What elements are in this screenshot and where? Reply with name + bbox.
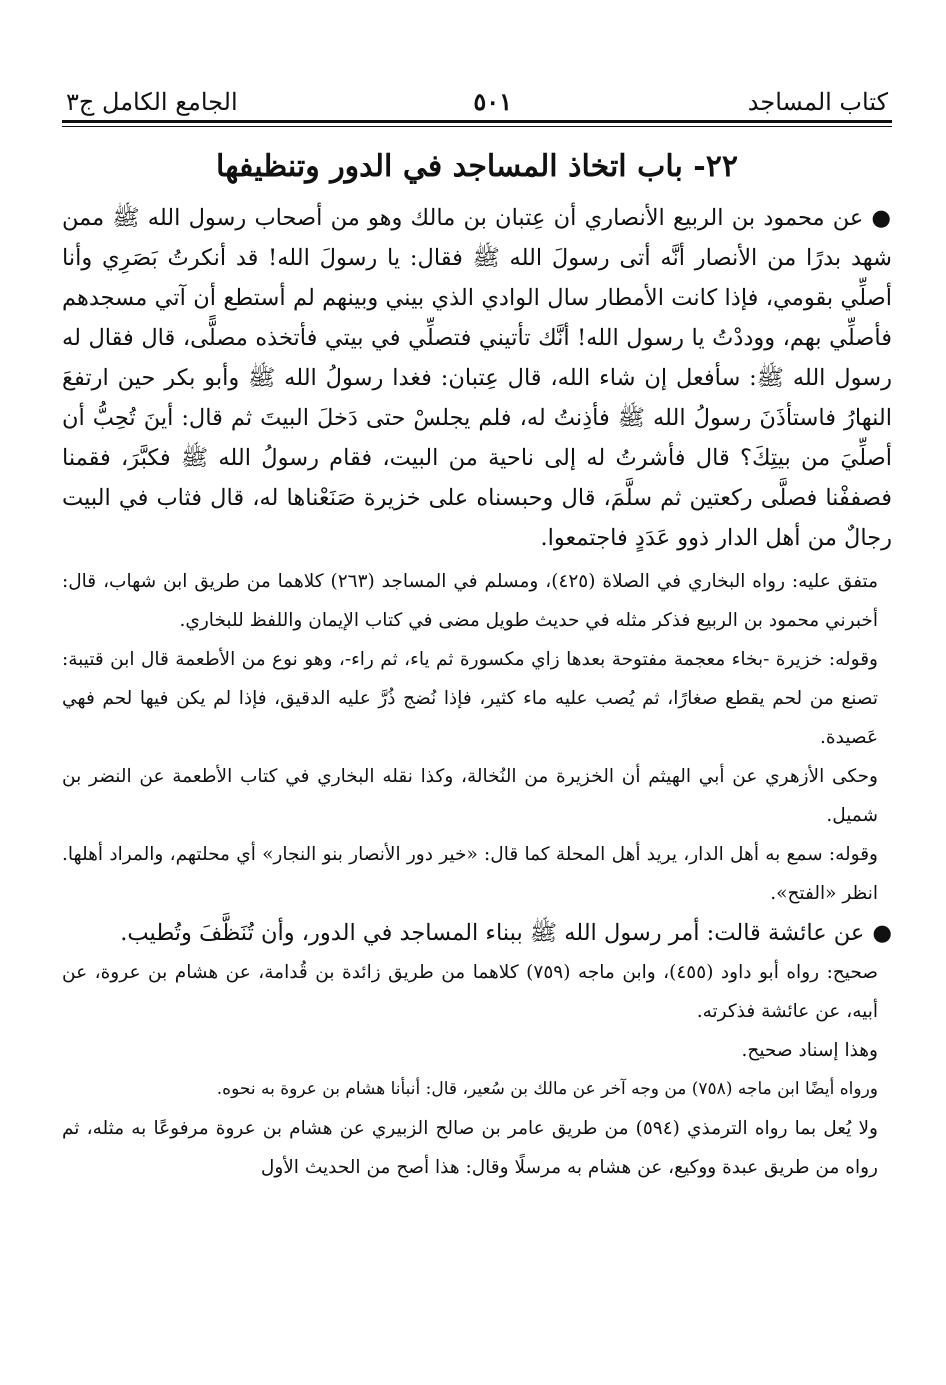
commentary-paragraph: وهذا إسناد صحيح. <box>741 1040 878 1061</box>
page-number: ٥٠١ <box>473 87 513 116</box>
header-book-title: كتاب المساجد <box>747 88 888 116</box>
commentary-paragraph: ورواه أيضًا ابن ماجه (٧٥٨) من وجه آخر عن مالك بن سُعير، قال: أنبأنا هشام بن عروة به نحوه. <box>216 1079 878 1099</box>
commentary-paragraph: وقوله: خزيرة -بخاء معجمة مفتوحة بعدها زاي مكسورة ثم ياء، ثم راء-، وهو نوع من الأطعمة قال ابن قتيبة: تصنع من لحم يقطع صغارًا، ثم يُصب عليه ماء كثير، فإذا نُضج ذُرَّ عليه الدقيق، فإذا لم يكن فيها لحم فهي عَصيدة. <box>62 649 878 748</box>
commentary-paragraph: وحكى الأزهري عن أبي الهيثم أن الخزيرة من النُخالة، وكذا نقله البخاري في كتاب الأطعمة عن النضر بن شميل. <box>62 766 878 826</box>
hadith-text: عن عائشة قالت: أمر رسول الله ﷺ ببناء المساجد في الدور، وأن تُنَظَّفَ وتُطيب. <box>120 920 865 946</box>
hadith-paragraph <box>62 913 892 953</box>
document-page <box>62 70 892 1187</box>
hadith-bullet: ● <box>871 205 892 231</box>
commentary-paragraph: صحيح: رواه أبو داود (٤٥٥)، وابن ماجه (٧٥٩) كلاهما من طريق زائدة بن قُدامة، عن هشام بن عروة، عن أبيه، عن عائشة فذكرته. <box>62 962 878 1022</box>
chapter-title: ٢٢- باب اتخاذ المساجد في الدور وتنظيفها <box>216 149 738 184</box>
hadith-paragraph <box>62 198 892 558</box>
hadith-text: عن محمود بن الربيع الأنصاري أن عِتبان بن مالك وهو من أصحاب رسول الله ﷺ ممن شهد بدرًا من الأنصار أنَّه أتى رسولَ الله ﷺ فقال: يا رسولَ الله! قد أنكرتُ بَصَرِي وأنا أصلِّي بقومي، فإذا كانت الأمطار سال الوادي الذي بيني وبينهم لم أستطع أن آتي مسجدهم فأصلِّي بهم، ووددْتُ يا رسول الله! أنَّك تأتيني فتصلِّي في بيتي فأتخذه مصلًّى، قال فقال له رسول الله ﷺ: سأفعل إن شاء الله، قال عِتبان: فغدا رسولُ الله ﷺ وأبو بكر حين ارتفعَ النهارُ فاستأذَنَ رسولُ الله ﷺ فأذِنتُ له، فلم يجلسْ حتى دَخلَ البيتَ ثم قال: أينَ تُحِبُّ أن أصلِّيَ من بيتِكَ؟ قال فأشرتُ له إلى ناحية من البيت، فقام رسولُ الله ﷺ فكبَّرَ، فقمنا فصففْنا فصلَّى ركعتين ثم سلَّمَ، قال وحبسناه على خزيرة صَنَعْناها له، قال فثاب في البيت رجالٌ من أهل الدار ذوو عَدَدٍ فاجتمعوا. <box>62 205 892 551</box>
commentary-paragraph: ولا يُعل بما رواه الترمذي (٥٩٤) من طريق عامر بن صالح الزبيري عن هشام بن عروة مرفوعًا به مثله، ثم رواه من طريق عبدة ووكيع، عن هشام به مرسلًا وقال: هذا أصح من الحديث الأول <box>62 1118 878 1178</box>
header-rule <box>62 120 892 127</box>
hadith-bullet: ● <box>872 920 892 946</box>
commentary-paragraph: متفق عليه: رواه البخاري في الصلاة (٤٢٥)، ومسلم في المساجد (٢٦٣) كلاهما من طريق ابن شهاب، قال: أخبرني محمود بن الربيع فذكر مثله في حديث طويل مضى في كتاب الإيمان واللفظ للبخاري. <box>62 571 879 631</box>
commentary-paragraph: وقوله: سمع به أهل الدار، يريد أهل المحلة كما قال: «خير دور الأنصار بنو النجار» أي محلتهم، والمراد أهلها. انظر «الفتح». <box>62 844 878 904</box>
header-volume-title: الجامع الكامل ج٣ <box>66 88 238 116</box>
page-header <box>62 70 892 116</box>
